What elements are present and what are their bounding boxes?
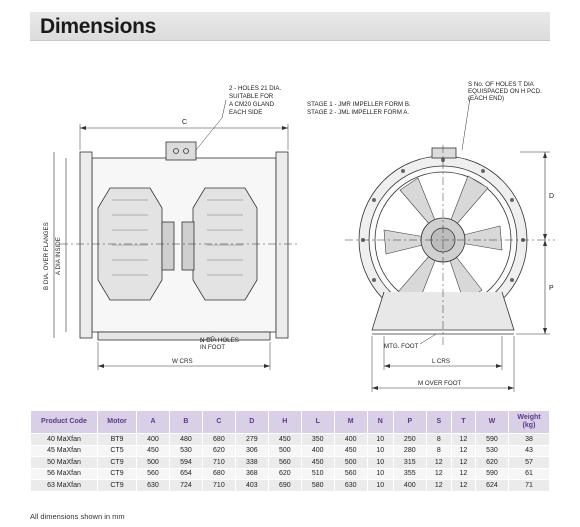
cell: 724 xyxy=(169,480,202,492)
cell: 620 xyxy=(268,468,301,480)
col-product-code: Product Code xyxy=(31,411,98,434)
dim-m-label: M OVER FOOT xyxy=(418,380,462,387)
cell: 63 MaXfan xyxy=(31,480,98,492)
cell: 560 xyxy=(137,468,170,480)
cell: 10 xyxy=(367,468,393,480)
cell: 450 xyxy=(137,445,170,457)
cell: 560 xyxy=(334,468,367,480)
cell: 12 xyxy=(426,457,451,469)
foot-holes-label-2: IN FOOT xyxy=(200,344,226,351)
cell: 400 xyxy=(137,434,170,446)
cell: 710 xyxy=(202,457,235,469)
cell: 690 xyxy=(268,480,301,492)
cell: CT9 xyxy=(98,457,137,469)
cell: 10 xyxy=(367,480,393,492)
dim-l-label: L CRS xyxy=(432,358,450,365)
cell: 8 xyxy=(426,445,451,457)
cell: 594 xyxy=(169,457,202,469)
end-view xyxy=(345,98,555,392)
cell: 580 xyxy=(301,480,334,492)
col-weight: Weight (kg) xyxy=(509,411,550,434)
cell: 368 xyxy=(235,468,268,480)
cell: 400 xyxy=(301,445,334,457)
cell: 530 xyxy=(475,445,508,457)
flange-holes-label-3: (EACH END) xyxy=(468,95,505,102)
cell: 510 xyxy=(301,468,334,480)
col-h: H xyxy=(268,411,301,434)
cell: 12 xyxy=(451,468,475,480)
col-l: L xyxy=(301,411,334,434)
cell: 620 xyxy=(475,457,508,469)
cell: 306 xyxy=(235,445,268,457)
footnote: All dimensions shown in mm xyxy=(30,512,125,521)
gland-label-2: SUITABLE FOR xyxy=(229,93,274,100)
table-row xyxy=(31,434,550,446)
cell: 654 xyxy=(169,468,202,480)
cell: 315 xyxy=(393,457,426,469)
cell: 10 xyxy=(367,445,393,457)
cell: 350 xyxy=(301,434,334,446)
cell: 530 xyxy=(169,445,202,457)
cell: 338 xyxy=(235,457,268,469)
col-m: M xyxy=(334,411,367,434)
col-d: D xyxy=(235,411,268,434)
cell: CT5 xyxy=(98,445,137,457)
side-view xyxy=(54,100,300,370)
cell: 12 xyxy=(451,480,475,492)
table-row xyxy=(31,480,550,492)
cell: 400 xyxy=(393,480,426,492)
stage-2-label: STAGE 2 - JML IMPELLER FORM A. xyxy=(307,109,410,116)
cell: 250 xyxy=(393,434,426,446)
col-p: P xyxy=(393,411,426,434)
cell: 560 xyxy=(268,457,301,469)
cell: BT9 xyxy=(98,434,137,446)
mtg-foot-label: MTG. FOOT xyxy=(384,343,419,350)
cell: 43 xyxy=(509,445,550,457)
flange-holes-label-1: S No. OF HOLES T DIA xyxy=(468,81,534,88)
flange-holes-label-2: EQUISPACED ON H PCD. xyxy=(468,88,542,95)
cell: 12 xyxy=(426,468,451,480)
cell: 500 xyxy=(334,457,367,469)
cell: 680 xyxy=(202,434,235,446)
cell: 38 xyxy=(509,434,550,446)
cell: CT9 xyxy=(98,468,137,480)
cell: 500 xyxy=(268,445,301,457)
dim-p-label: P xyxy=(549,285,554,292)
cell: 57 xyxy=(509,457,550,469)
cell: 630 xyxy=(334,480,367,492)
dim-c-label: C xyxy=(182,119,188,126)
cell: 403 xyxy=(235,480,268,492)
table-header-row xyxy=(31,411,550,434)
cell: 680 xyxy=(202,468,235,480)
cell: 61 xyxy=(509,468,550,480)
cell: 355 xyxy=(393,468,426,480)
cell: 45 MaXfan xyxy=(31,445,98,457)
col-w: W xyxy=(475,411,508,434)
cell: 12 xyxy=(451,445,475,457)
dim-w-label: W CRS xyxy=(172,358,193,365)
col-b: B xyxy=(169,411,202,434)
cell: 71 xyxy=(509,480,550,492)
cell: CT9 xyxy=(98,480,137,492)
dim-a-label: A DIA INSIDE xyxy=(55,237,62,275)
stage-1-label: STAGE 1 - JMR IMPELLER FORM B. xyxy=(307,101,411,108)
gland-label-3: A CM20 GLAND xyxy=(229,101,275,108)
gland-label-1: 2 - HOLES 21 DIA. xyxy=(229,85,282,92)
cell: 279 xyxy=(235,434,268,446)
cell: 12 xyxy=(451,434,475,446)
cell: 12 xyxy=(451,457,475,469)
cell: 8 xyxy=(426,434,451,446)
cell: 710 xyxy=(202,480,235,492)
cell: 450 xyxy=(334,445,367,457)
foot-holes-label-1: N DIA HOLES xyxy=(200,337,239,344)
cell: 400 xyxy=(334,434,367,446)
cell: 480 xyxy=(169,434,202,446)
gland-label-4: EACH SIDE xyxy=(229,109,263,116)
table-row xyxy=(31,445,550,457)
table-row xyxy=(31,457,550,469)
col-a: A xyxy=(137,411,170,434)
dim-b-label: B DIA. OVER FLANGES xyxy=(43,222,50,290)
dimensions-table xyxy=(30,410,550,492)
cell: 624 xyxy=(475,480,508,492)
cell: 630 xyxy=(137,480,170,492)
cell: 450 xyxy=(268,434,301,446)
cell: 280 xyxy=(393,445,426,457)
cell: 50 MaXfan xyxy=(31,457,98,469)
cell: 620 xyxy=(202,445,235,457)
cell: 590 xyxy=(475,468,508,480)
cell: 40 MaXfan xyxy=(31,434,98,446)
col-n: N xyxy=(367,411,393,434)
cell: 56 MaXfan xyxy=(31,468,98,480)
cell: 10 xyxy=(367,434,393,446)
cell: 10 xyxy=(367,457,393,469)
col-c: C xyxy=(202,411,235,434)
cell: 500 xyxy=(137,457,170,469)
cell: 450 xyxy=(301,457,334,469)
col-t: T xyxy=(451,411,475,434)
col-s: S xyxy=(426,411,451,434)
table-row xyxy=(31,468,550,480)
cell: 590 xyxy=(475,434,508,446)
dim-d-label: D xyxy=(549,193,555,200)
col-motor: Motor xyxy=(98,411,137,434)
cell: 12 xyxy=(426,480,451,492)
section-title: Dimensions xyxy=(40,15,157,38)
